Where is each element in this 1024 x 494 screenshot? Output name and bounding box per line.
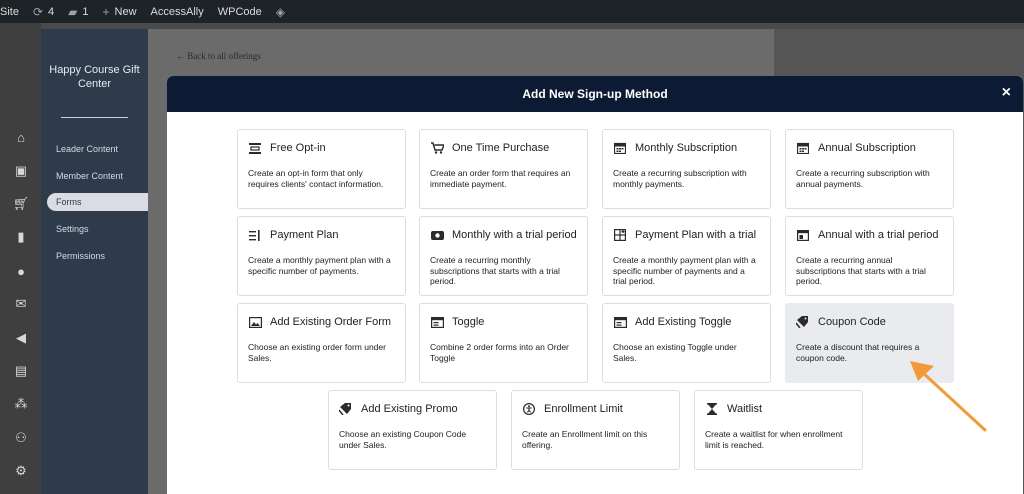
close-icon[interactable]: × <box>1001 84 1011 101</box>
offering-sidebar <box>41 29 148 494</box>
calendar-icon <box>796 142 810 154</box>
wpcode-label: WPCode <box>217 5 262 18</box>
brand-title: Happy Course Gift Center <box>49 64 140 90</box>
bag-icon[interactable]: ▣ <box>14 163 28 178</box>
users-icon[interactable]: ⚇ <box>15 430 27 445</box>
card-description: Create an Enrollment limit on this offering. <box>522 429 648 450</box>
sidebar-item-forms[interactable]: Forms <box>47 193 148 211</box>
home-icon[interactable]: ⌂ <box>17 129 25 145</box>
add-signup-method-modal <box>167 76 1023 494</box>
card-description: Create a waitlist for when enrollment limit is reached. <box>705 429 843 450</box>
diamond-icon: ◈ <box>275 4 285 19</box>
brand-divider <box>61 117 128 118</box>
group-icon[interactable]: ⁂ <box>14 396 28 411</box>
card-description: Create a discount that requires a coupon code. <box>796 342 920 363</box>
book-icon[interactable]: ▤ <box>14 363 28 378</box>
card-enrollment-limit[interactable] <box>511 390 680 470</box>
card-title: Monthly with a trial period <box>452 229 577 241</box>
refresh-icon: ⟳ <box>32 4 44 19</box>
card-description: Create a monthly payment plan with a specific number of payments. <box>248 255 391 276</box>
modal-header <box>167 76 1023 112</box>
card-description: Create a recurring subscription with annual payments. <box>796 168 930 189</box>
card-description: Choose an existing Coupon Code under Sales. <box>339 429 467 450</box>
modal-title: Add New Sign-up Method <box>522 87 668 101</box>
card-description: Choose an existing order form under Sales. <box>248 342 386 363</box>
site-menu[interactable] <box>0 6 19 18</box>
diamond-menu[interactable] <box>276 5 285 19</box>
updates-count: 4 <box>48 5 55 18</box>
back-link[interactable]: ← Back to all offerings <box>176 51 261 61</box>
card-description: Create a recurring subscription with monthly payments. <box>613 168 747 189</box>
wp-admin-bar <box>0 0 1024 23</box>
chart-icon[interactable]: ▮ <box>17 229 25 244</box>
megaphone-icon[interactable]: ◀ <box>16 330 26 345</box>
card-waitlist[interactable] <box>694 390 863 470</box>
card-title: One Time Purchase <box>452 142 550 154</box>
comments-count: 1 <box>82 5 89 18</box>
list-icon <box>248 229 262 241</box>
admin-icon-rail <box>0 23 41 494</box>
card-toggle[interactable] <box>419 303 588 383</box>
card-add-existing-promo[interactable] <box>328 390 497 470</box>
calendar-icon <box>613 142 627 154</box>
sidebar-item-settings[interactable]: Settings <box>56 224 89 234</box>
updates-menu[interactable] <box>33 5 54 19</box>
hourglass-icon <box>705 403 719 415</box>
card-title: Toggle <box>452 316 485 328</box>
window-icon <box>430 316 444 328</box>
card-add-existing-order-form[interactable] <box>237 303 406 383</box>
card-annual-trial[interactable] <box>785 216 954 296</box>
accessibility-icon <box>522 403 536 415</box>
tags-icon <box>796 316 810 328</box>
card-title: Free Opt-in <box>270 142 326 154</box>
card-title: Payment Plan <box>270 229 339 241</box>
card-annual-subscription[interactable] <box>785 129 954 209</box>
comments-menu[interactable] <box>68 5 88 19</box>
cart-icon <box>430 142 444 154</box>
card-one-time-purchase[interactable] <box>419 129 588 209</box>
card-description: Create an opt-in form that only requires clients' contact information. <box>248 168 384 189</box>
calendar-check-icon <box>796 229 810 241</box>
user-icon[interactable]: ● <box>17 263 25 279</box>
card-description: Create a monthly payment plan with a specific number of payments and a trial period. <box>613 255 756 286</box>
card-title: Annual Subscription <box>818 142 916 154</box>
window-icon <box>613 316 627 328</box>
card-title: Enrollment Limit <box>544 403 623 415</box>
card-add-existing-toggle[interactable] <box>602 303 771 383</box>
card-title: Monthly Subscription <box>635 142 738 154</box>
accessally-label: AccessAlly <box>150 5 204 18</box>
card-payment-plan-trial[interactable] <box>602 216 771 296</box>
card-title: Payment Plan with a trial <box>635 229 757 241</box>
card-payment-plan[interactable] <box>237 216 406 296</box>
cart-icon[interactable]: 🛒︎ <box>12 196 30 211</box>
new-label: New <box>114 5 137 18</box>
back-link-label: Back to all offerings <box>187 51 261 61</box>
site-label: Site <box>0 5 19 18</box>
card-title: Add Existing Promo <box>361 403 458 415</box>
tags-icon <box>339 403 353 415</box>
mail-icon[interactable]: ✉ <box>15 296 27 311</box>
grid-plus-icon <box>613 229 627 241</box>
gear-icon[interactable]: ⚙ <box>15 463 27 478</box>
card-description: Create a recurring monthly subscriptions that starts with a trial period. <box>430 255 560 286</box>
plus-icon: + <box>102 4 110 19</box>
sidebar-item-member-content[interactable]: Member Content <box>56 171 124 181</box>
sidebar-item-permissions[interactable]: Permissions <box>56 251 106 261</box>
image-icon <box>248 316 262 328</box>
card-title: Add Existing Order Form <box>270 316 392 328</box>
new-menu[interactable] <box>103 5 137 19</box>
card-title: Coupon Code <box>818 316 886 328</box>
card-monthly-subscription[interactable] <box>602 129 771 209</box>
card-monthly-trial[interactable] <box>419 216 588 296</box>
wpcode-menu[interactable] <box>218 6 262 18</box>
card-description: Create a recurring annual subscriptions that starts with a trial period. <box>796 255 926 286</box>
card-coupon-code[interactable] <box>785 303 954 383</box>
sidebar-item-leader-content[interactable]: Leader Content <box>56 144 119 154</box>
card-description: Combine 2 order forms into an Order Toggle <box>430 342 569 363</box>
card-description: Create an order form that requires an immediate payment. <box>430 168 571 189</box>
form-icon <box>248 142 262 154</box>
video-icon <box>430 229 444 241</box>
card-title: Annual with a trial period <box>818 229 939 241</box>
accessally-menu[interactable] <box>151 6 204 18</box>
card-title: Add Existing Toggle <box>635 316 732 328</box>
comment-icon: ▰ <box>68 4 78 19</box>
card-free-opt-in[interactable] <box>237 129 406 209</box>
card-title: Waitlist <box>727 403 763 415</box>
card-description: Choose an existing Toggle under Sales. <box>613 342 737 363</box>
